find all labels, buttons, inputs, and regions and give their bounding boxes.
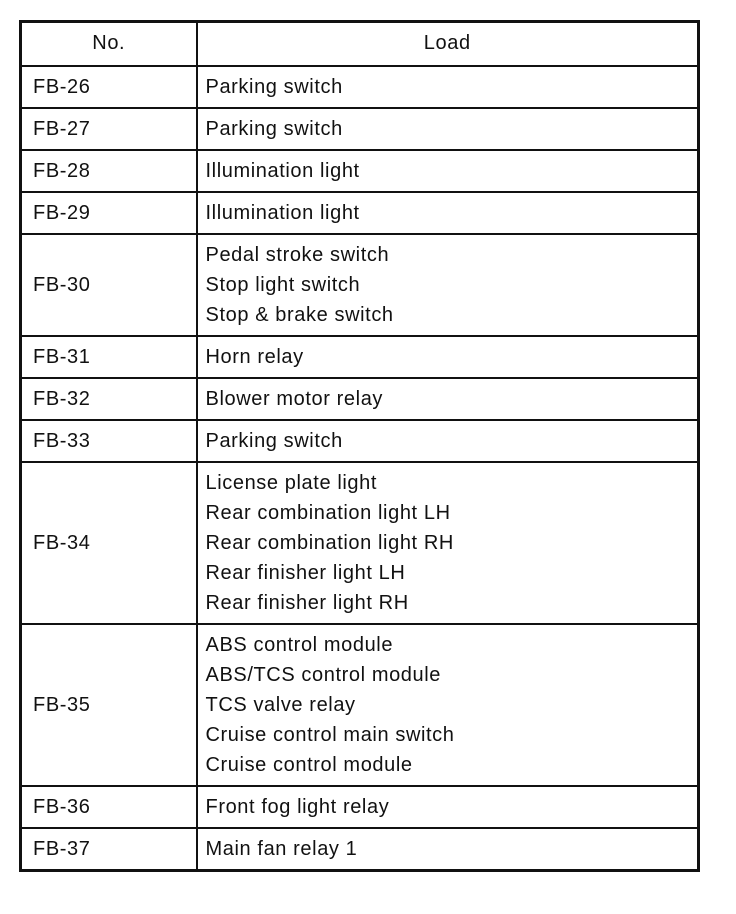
- load-item: Blower motor relay: [205, 387, 384, 410]
- load-item: Parking switch: [205, 117, 343, 140]
- load-item: Rear finisher light LH: [205, 561, 406, 584]
- load-item: License plate light: [205, 471, 378, 494]
- fuse-load-table: [19, 20, 700, 872]
- load-item: Illumination light: [205, 201, 360, 224]
- load-cell: [197, 624, 699, 786]
- table-header-row: [21, 22, 699, 66]
- table-row: [21, 378, 699, 420]
- load-cell: [197, 336, 699, 378]
- load-item: Main fan relay 1: [205, 837, 358, 860]
- load-item: TCS valve relay: [205, 693, 356, 716]
- header-load: Load: [197, 22, 699, 66]
- table-row: [21, 192, 699, 234]
- load-cell: [197, 108, 699, 150]
- fuse-number: FB-37: [21, 828, 197, 871]
- fuse-number: FB-35: [21, 624, 197, 786]
- table-row: [21, 336, 699, 378]
- load-item: ABS/TCS control module: [205, 663, 442, 686]
- load-item: Illumination light: [205, 159, 360, 182]
- load-cell: [197, 828, 699, 871]
- fuse-number: FB-28: [21, 150, 197, 192]
- fuse-number: FB-29: [21, 192, 197, 234]
- load-item: ABS control module: [205, 633, 394, 656]
- table-row: [21, 786, 699, 828]
- load-item: Pedal stroke switch: [205, 243, 390, 266]
- fuse-number: FB-34: [21, 462, 197, 624]
- table-row: [21, 624, 699, 786]
- table-row: [21, 108, 699, 150]
- load-item: Cruise control main switch: [205, 723, 455, 746]
- load-item: Rear combination light LH: [205, 501, 451, 524]
- load-item: Parking switch: [205, 75, 343, 98]
- table-row: [21, 234, 699, 336]
- load-cell: [197, 378, 699, 420]
- load-cell: [197, 462, 699, 624]
- load-item: Rear combination light RH: [205, 531, 454, 554]
- table-row: [21, 150, 699, 192]
- load-item: Cruise control module: [205, 753, 413, 776]
- load-item: Stop light switch: [205, 273, 361, 296]
- load-cell: [197, 234, 699, 336]
- fuse-number: FB-33: [21, 420, 197, 462]
- load-item: Front fog light relay: [205, 795, 390, 818]
- table-row: [21, 462, 699, 624]
- load-cell: [197, 786, 699, 828]
- fuse-number: FB-30: [21, 234, 197, 336]
- load-item: Rear finisher light RH: [205, 591, 409, 614]
- load-cell: [197, 150, 699, 192]
- load-item: Stop & brake switch: [205, 303, 394, 326]
- load-cell: [197, 420, 699, 462]
- load-cell: [197, 66, 699, 108]
- fuse-number: FB-32: [21, 378, 197, 420]
- table-row: [21, 66, 699, 108]
- fuse-number: FB-27: [21, 108, 197, 150]
- load-item: Horn relay: [205, 345, 304, 368]
- table-body: [21, 66, 699, 871]
- table-row: [21, 420, 699, 462]
- table-row: [21, 828, 699, 871]
- load-cell: [197, 192, 699, 234]
- header-no: No.: [21, 22, 197, 66]
- fuse-number: FB-31: [21, 336, 197, 378]
- load-item: Parking switch: [205, 429, 343, 452]
- fuse-number: FB-26: [21, 66, 197, 108]
- fuse-number: FB-36: [21, 786, 197, 828]
